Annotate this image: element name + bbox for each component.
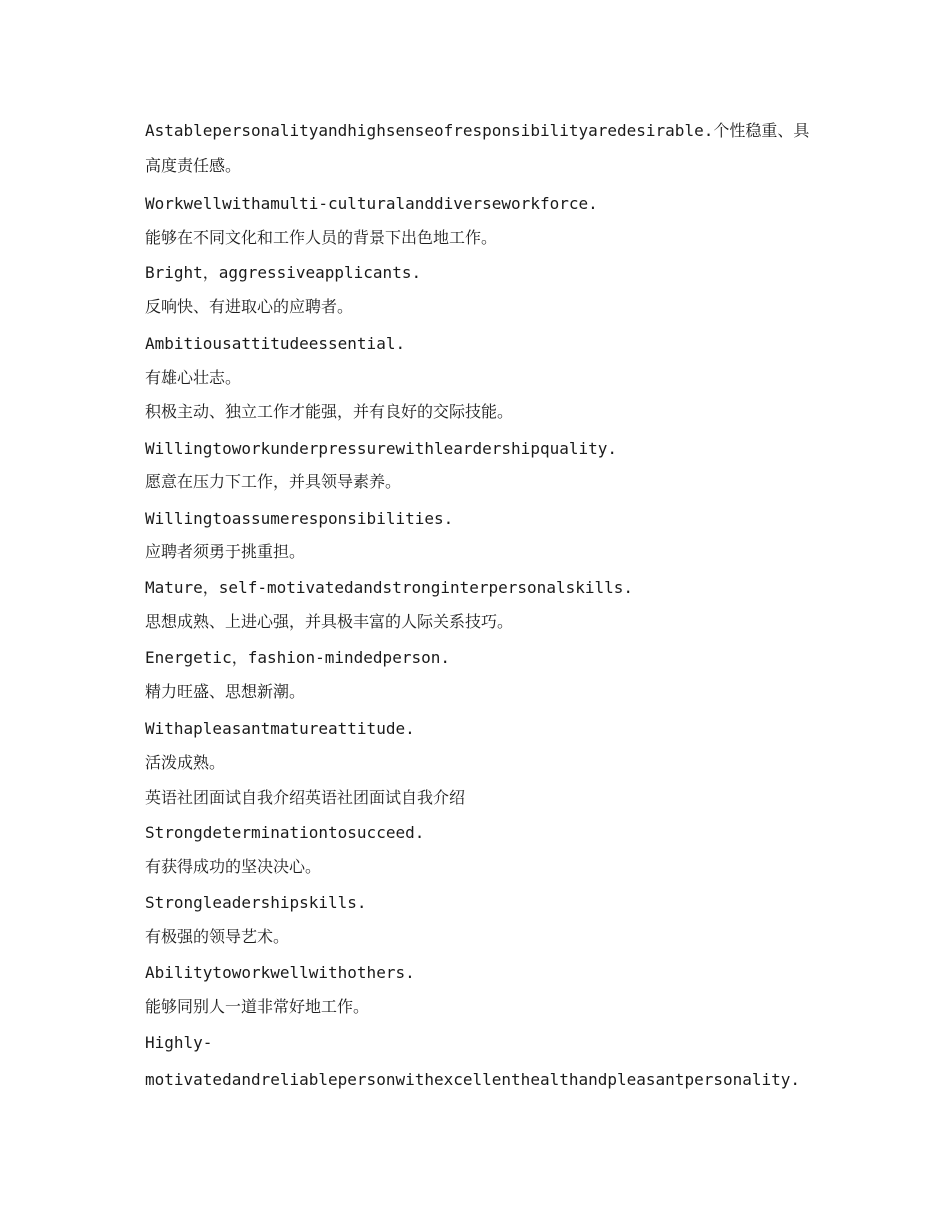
text-line: Strongleadershipskills. [145, 893, 367, 912]
text-line: 能够同别人一道非常好地工作。 [145, 997, 370, 1016]
text-line: Astablepersonalityandhighsenseofresponsibilityaredesirable.个性稳重、具 [145, 121, 810, 140]
text-line: 高度责任感。 [145, 156, 242, 175]
text-line: 英语社团面试自我介绍英语社团面试自我介绍 [145, 788, 466, 807]
text-line: Ambitiousattitudeessential. [145, 334, 406, 353]
text-line: 有获得成功的坚决决心。 [145, 857, 322, 876]
text-line: Bright，aggressiveapplicants. [145, 263, 422, 282]
text-line: 有极强的领导艺术。 [145, 927, 290, 946]
text-line: Willingtoworkunderpressurewithleardershipquality. [145, 439, 618, 458]
text-line: 反响快、有进取心的应聘者。 [145, 297, 354, 316]
text-line: Mature，self-motivatedandstronginterpersonalskills. [145, 578, 634, 597]
text-line: motivatedandreliablepersonwithexcellenthealthandpleasantpersonality. [145, 1070, 801, 1089]
text-line: 有雄心壮志。 [145, 368, 242, 387]
text-line: Willingtoassumeresponsibilities. [145, 509, 454, 528]
text-line: 应聘者须勇于挑重担。 [145, 542, 306, 561]
text-line: 愿意在压力下工作，并具领导素养。 [145, 472, 402, 491]
text-line: 能够在不同文化和工作人员的背景下出色地工作。 [145, 228, 498, 247]
text-line: Withapleasantmatureattitude. [145, 719, 415, 738]
text-line: Highly- [145, 1033, 213, 1052]
text-line: 活泼成熟。 [145, 753, 226, 772]
text-line: 思想成熟、上进心强，并具极丰富的人际关系技巧。 [145, 612, 514, 631]
text-line: 精力旺盛、思想新潮。 [145, 682, 306, 701]
text-line: Strongdeterminationtosucceed. [145, 823, 425, 842]
text-line: Abilitytoworkwellwithothers. [145, 963, 415, 982]
text-line: 积极主动、独立工作才能强，并有良好的交际技能。 [145, 402, 514, 421]
text-line: Workwellwithamulti-culturalanddiverseworkforce. [145, 194, 598, 213]
text-line: Energetic，fashion-mindedperson. [145, 648, 450, 667]
